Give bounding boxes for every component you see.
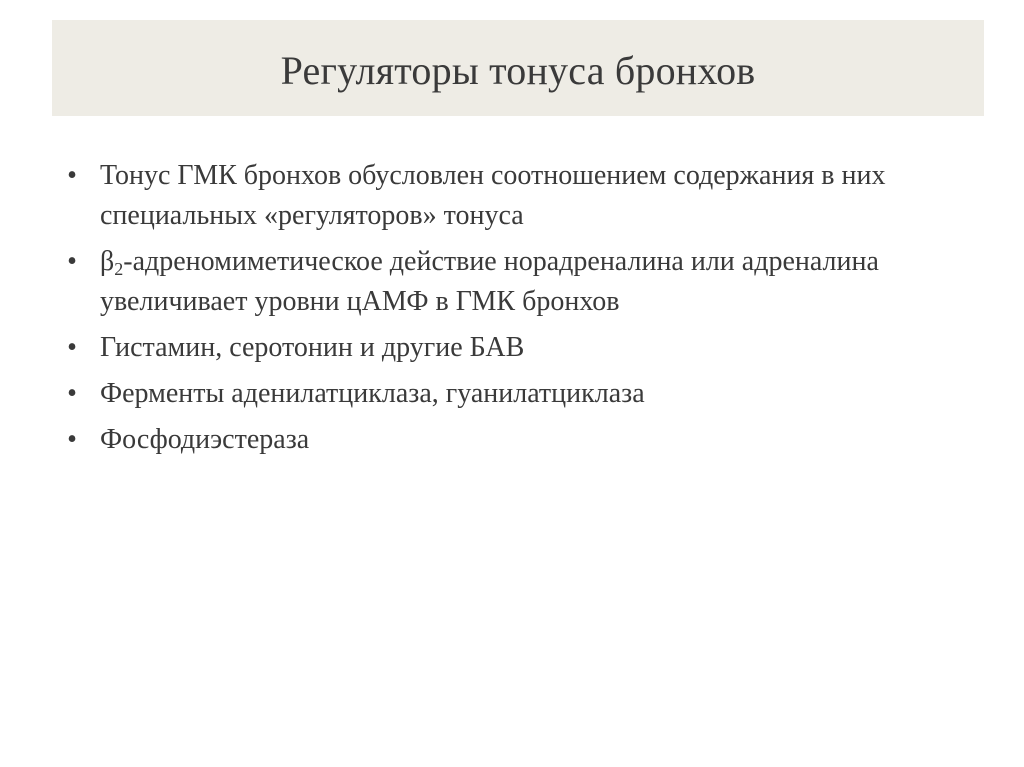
bullet-icon: • — [67, 332, 77, 363]
bullet-icon: • — [67, 160, 77, 191]
bullet-item-histamine — [62, 328, 962, 368]
bullet-item-beta2 — [62, 242, 962, 322]
bullet-text: Тонус ГМК бронхов обусловлен соотношением содержания в них специальных «регуляторов» тонуса — [100, 160, 886, 231]
bullet-icon: • — [67, 424, 77, 455]
bullet-icon: • — [67, 378, 77, 409]
bullet-text: Ферменты аденилатциклаза, гуанилатциклаза — [100, 378, 645, 409]
bullet-text: Фосфодиэстераза — [100, 424, 310, 455]
bullet-text: -адреномиметическое действие норадреналина или адреналина увеличивает уровни цАМФ в ГМК бронхов — [100, 246, 879, 317]
bullet-item-phosphodiesterase — [62, 420, 962, 460]
beta-symbol: β — [100, 246, 115, 277]
title-bar — [52, 20, 984, 116]
slide-title: Регуляторы тонуса бронхов — [280, 47, 756, 93]
bullet-item-enzymes — [62, 374, 962, 414]
bullet-icon: • — [67, 246, 77, 277]
bullet-item-tonus — [62, 156, 962, 236]
bullet-list — [62, 156, 962, 466]
beta-subscript: 2 — [114, 259, 124, 279]
bullet-text: Гистамин, серотонин и другие БАВ — [100, 332, 525, 363]
